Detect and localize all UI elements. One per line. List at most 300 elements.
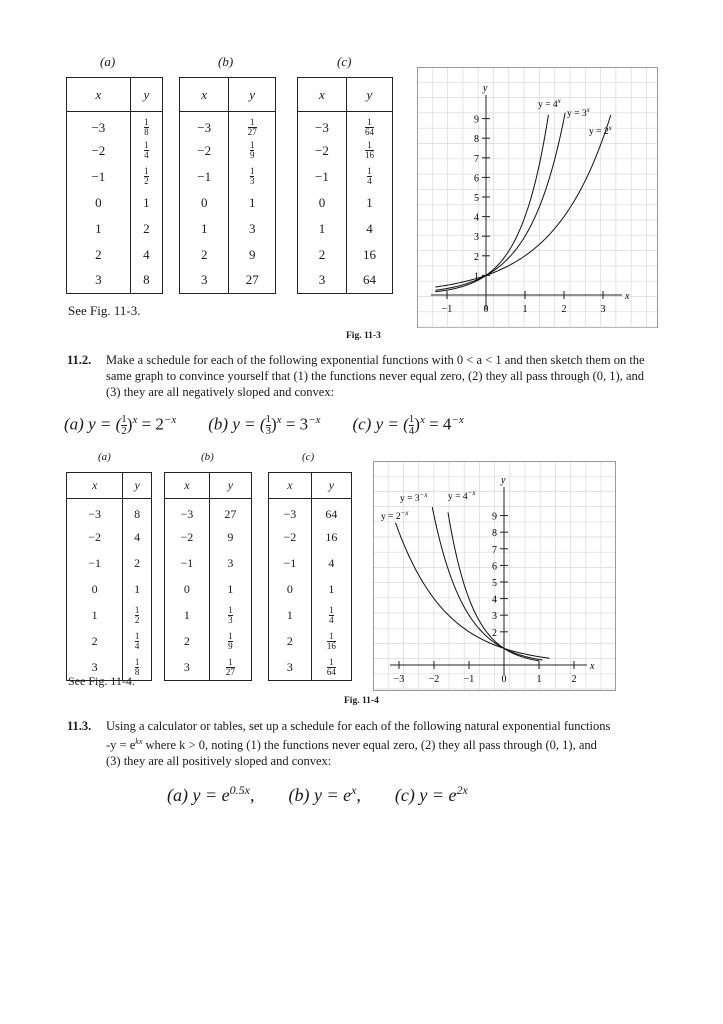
fraction — [226, 658, 235, 677]
y-tick-label: 2 — [492, 627, 497, 639]
see-figure-note: See Fig. 11-4. — [68, 674, 135, 688]
table-row — [165, 499, 252, 525]
table-row — [180, 164, 276, 190]
x-tick-label: −1 — [463, 674, 475, 685]
cell-x: 0 — [165, 577, 210, 603]
cell-y — [229, 164, 276, 190]
paren-close: ) — [414, 414, 420, 434]
equation-3 — [395, 785, 468, 805]
exponent-neg-x: −x — [308, 414, 321, 426]
equation-1 — [167, 785, 254, 805]
numerator: 1 — [228, 656, 233, 667]
y-tick-label: 3 — [492, 611, 497, 623]
problem-text-line-2 — [106, 734, 667, 753]
schedule-table-c — [268, 472, 352, 681]
cell-x: −2 — [67, 525, 123, 551]
table-row — [67, 603, 152, 629]
cell-x: −1 — [67, 164, 131, 190]
table-row — [180, 112, 276, 138]
exponent-x: x — [276, 414, 282, 426]
figure-caption: Fig. 11-3 — [346, 331, 381, 341]
denominator: 9 — [249, 150, 255, 160]
equation-label: (c) — [352, 414, 372, 434]
exponent-neg-x: −x — [451, 414, 464, 426]
table-label-c: (c) — [337, 54, 352, 69]
cell-x: −3 — [67, 112, 131, 138]
problem-text-2b: where k > 0, noting (1) the functions never equal zero, (2) they all pass through (0, 1), and — [142, 738, 597, 753]
cell-x: −1 — [67, 551, 123, 577]
cell-y: 3 — [227, 556, 234, 570]
exponent: x — [351, 783, 357, 797]
fraction — [228, 632, 233, 651]
y-tick-label: 9 — [492, 511, 497, 523]
cell-x: −2 — [180, 138, 229, 164]
problem-number: 11.2. — [67, 353, 92, 367]
equation-lhs: y = e — [313, 785, 352, 805]
exponent: 0.5x — [229, 783, 250, 797]
y-tick-label: 4 — [492, 594, 497, 606]
table-row — [180, 138, 276, 164]
column-header-x: x — [165, 473, 210, 499]
denominator: 8 — [144, 127, 149, 138]
fraction — [144, 167, 149, 186]
x-tick-label: 3 — [600, 304, 606, 315]
cell-x: 0 — [269, 577, 312, 603]
fraction — [365, 141, 374, 160]
table-row — [67, 112, 163, 138]
equation-rhs: = 2 — [137, 414, 164, 434]
schedule-table-b — [164, 472, 252, 681]
cell-y: 8 — [143, 272, 150, 288]
numerator: 1 — [121, 413, 127, 426]
table-label-a: (a) — [100, 54, 116, 69]
cell-y — [229, 112, 276, 138]
fraction — [135, 606, 140, 625]
equation-y: y = ( — [371, 414, 409, 434]
numerator: 1 — [228, 605, 233, 615]
table-row — [298, 164, 393, 190]
column-header-x: x — [180, 78, 229, 112]
column-header-y: y — [209, 473, 251, 499]
table-row — [269, 655, 352, 681]
cell-y: 16 — [362, 246, 376, 262]
column-header-y: y — [229, 78, 276, 112]
y-tick-label: 7 — [492, 544, 497, 556]
cell-y: 64 — [362, 272, 376, 288]
y-tick-label: 6 — [492, 561, 497, 573]
equation-lhs: y = e — [419, 785, 457, 805]
equation-2 — [208, 414, 320, 437]
table-row — [165, 551, 252, 577]
table-row — [165, 629, 252, 655]
table-row — [165, 655, 252, 681]
cell-y: 3 — [248, 220, 256, 236]
cell-x: 2 — [165, 629, 210, 655]
table-row — [298, 268, 393, 294]
numerator: 1 — [134, 631, 140, 641]
fraction — [135, 632, 140, 651]
table-row — [298, 190, 393, 216]
cell-y — [130, 164, 162, 190]
curve-label: $y = 4^{-x}$ — [448, 489, 476, 502]
numerator: 1 — [134, 605, 140, 615]
cell-y: 16 — [325, 530, 338, 544]
numerator: 1 — [329, 605, 334, 615]
numerator: 1 — [134, 656, 140, 667]
cell-y — [311, 603, 351, 629]
equation-label: (a) — [167, 785, 193, 805]
denominator: 4 — [329, 615, 334, 625]
fraction — [250, 167, 255, 186]
exponent-x: x — [419, 414, 425, 426]
cell-y — [311, 629, 351, 655]
y-tick-label: 1 — [474, 271, 479, 283]
equation-1 — [64, 414, 176, 437]
table-row — [67, 499, 152, 525]
denominator: 2 — [144, 176, 149, 186]
cell-y: 1 — [366, 194, 373, 210]
cell-y: 4 — [366, 220, 373, 236]
cell-y: 2 — [143, 220, 150, 236]
x-tick-label: 1 — [522, 304, 528, 315]
table-row — [67, 138, 163, 164]
cell-x: 2 — [269, 629, 312, 655]
cell-y: 1 — [328, 582, 335, 596]
cell-x: 0 — [298, 190, 347, 216]
cell-y — [346, 138, 392, 164]
y-tick-label: 3 — [474, 232, 479, 244]
numerator: 1 — [329, 631, 334, 641]
equation-label: (a) — [64, 414, 84, 434]
exponential-graph-fig-11-4 — [373, 461, 616, 691]
cell-x: −2 — [67, 138, 131, 164]
cell-x: 2 — [67, 242, 131, 268]
column-header-x: x — [67, 78, 131, 112]
table-header-row — [180, 78, 276, 112]
fraction — [144, 118, 149, 137]
denominator: 27 — [247, 127, 257, 138]
fraction — [135, 658, 140, 677]
denominator: 3 — [265, 425, 271, 438]
numerator: 1 — [329, 656, 334, 667]
cell-y — [130, 138, 162, 164]
table-row — [180, 242, 276, 268]
curve-label-exponent: x — [586, 106, 590, 114]
denominator: 16 — [364, 150, 374, 160]
cell-y — [123, 603, 152, 629]
table-row — [180, 268, 276, 294]
equation-3 — [352, 414, 463, 437]
cell-y: 1 — [134, 582, 141, 596]
equation-label: (b) — [208, 414, 229, 434]
y-tick-label: 8 — [474, 134, 479, 146]
comma: , — [356, 785, 361, 805]
x-axis-label: x — [625, 291, 630, 302]
cell-x: 0 — [67, 190, 131, 216]
cell-y: 1 — [248, 194, 256, 210]
fraction — [250, 141, 255, 160]
numerator: 1 — [408, 413, 415, 426]
table-label-a: (a) — [98, 451, 111, 463]
table-row — [67, 577, 152, 603]
curve-label: $y = 2^x$ — [589, 124, 612, 137]
cell-x: 1 — [180, 216, 229, 242]
cell-x: 1 — [298, 216, 347, 242]
curve-label-exponent: −x — [400, 509, 409, 517]
cell-x: 3 — [298, 268, 347, 294]
table-row — [269, 499, 352, 525]
denominator: 2 — [134, 615, 140, 625]
y-tick-label: 6 — [474, 173, 479, 185]
y-tick-label: 4 — [474, 212, 479, 224]
cell-y — [123, 629, 152, 655]
paren-close: ) — [271, 414, 277, 434]
cell-x: 1 — [67, 216, 131, 242]
equation-label: (b) — [288, 785, 314, 805]
y-tick-label: 9 — [474, 114, 479, 126]
denominator: 4 — [144, 150, 149, 160]
equation-rhs: = 3 — [281, 414, 309, 434]
cell-x: −1 — [298, 164, 347, 190]
fraction — [327, 632, 336, 651]
cell-x: 3 — [165, 655, 210, 681]
problem-11-2 — [67, 352, 652, 400]
numerator: 1 — [249, 166, 255, 176]
x-tick-label: −2 — [428, 674, 440, 685]
schedule-table-c — [297, 77, 393, 294]
table-header-row — [67, 78, 163, 112]
denominator: 3 — [249, 176, 255, 186]
table-row — [165, 603, 252, 629]
table-row — [269, 577, 352, 603]
cell-y — [209, 629, 251, 655]
equation-y: y = ( — [83, 414, 122, 434]
numerator: 1 — [249, 117, 255, 128]
table-row — [67, 190, 163, 216]
table-row — [67, 551, 152, 577]
cell-y: 9 — [227, 530, 234, 544]
curve-label-exponent: x — [557, 97, 561, 105]
table-row — [269, 551, 352, 577]
table-row — [180, 190, 276, 216]
fraction — [248, 118, 257, 137]
table-row — [298, 242, 393, 268]
paren-close: ) — [126, 414, 133, 434]
denominator: 4 — [367, 176, 372, 186]
curve-label: $y = 3^{-x}$ — [400, 491, 428, 504]
table-row — [165, 525, 252, 551]
cell-x: 1 — [165, 603, 210, 629]
cell-y: 64 — [325, 507, 338, 522]
equation-rhs: = 4 — [424, 414, 452, 434]
denominator: 27 — [225, 666, 235, 677]
column-header-y: y — [130, 78, 162, 112]
column-header-x: x — [298, 78, 347, 112]
equation-label: (c) — [394, 785, 420, 805]
numerator: 1 — [249, 140, 255, 150]
cell-y — [209, 655, 251, 681]
cell-y: 4 — [143, 246, 150, 262]
comma: , — [249, 785, 255, 805]
table-row — [67, 216, 163, 242]
table-header-row — [269, 473, 352, 499]
curve-label: $y = 3^x$ — [567, 106, 590, 119]
cell-x: −3 — [298, 112, 347, 138]
cell-y: 27 — [224, 507, 237, 522]
cell-y: 4 — [134, 530, 141, 544]
column-header-y: y — [311, 473, 351, 499]
cell-x: 3 — [67, 268, 131, 294]
equation-2 — [288, 785, 360, 805]
table-row — [298, 112, 393, 138]
cell-x: 2 — [180, 242, 229, 268]
cell-x: −3 — [165, 499, 210, 525]
cell-x: −3 — [180, 112, 229, 138]
table-row — [269, 629, 352, 655]
cell-x: 0 — [180, 190, 229, 216]
table-row — [269, 525, 352, 551]
exponent-x: x — [132, 414, 138, 426]
problem-text-2a: -y = e — [106, 738, 136, 753]
numerator: 1 — [144, 117, 149, 128]
denominator: 2 — [121, 425, 127, 438]
see-figure-note: See Fig. 11-3. — [68, 303, 141, 318]
table-row — [298, 216, 393, 242]
table-row — [269, 603, 352, 629]
problem-number: 11.3. — [67, 719, 92, 733]
fraction — [365, 118, 374, 137]
problem-text-line-1: Using a calculator or tables, set up a schedule for each of the following natural exponential functions — [106, 719, 611, 733]
denominator: 4 — [134, 641, 140, 651]
denominator: 16 — [326, 641, 336, 651]
y-tick-label: 7 — [474, 153, 479, 165]
cell-x: 1 — [269, 603, 312, 629]
denominator: 4 — [408, 425, 415, 438]
cell-x: −1 — [269, 551, 312, 577]
cell-x: 3 — [180, 268, 229, 294]
column-header-y: y — [123, 473, 152, 499]
schedule-table-a — [66, 472, 152, 681]
denominator: 3 — [228, 615, 233, 625]
table-header-row — [298, 78, 393, 112]
exponential-graph-fig-11-3 — [417, 67, 658, 328]
cell-x: −2 — [298, 138, 347, 164]
numerator: 1 — [144, 140, 149, 150]
denominator: 64 — [364, 127, 374, 138]
x-tick-label: 0 — [483, 304, 489, 315]
exponent-neg-x: −x — [163, 414, 177, 426]
denominator: 8 — [134, 666, 140, 677]
y-axis-label: y — [501, 475, 506, 486]
cell-y — [346, 164, 392, 190]
cell-x: −3 — [269, 499, 312, 525]
x-tick-label: 2 — [571, 674, 577, 685]
cell-y: 2 — [134, 556, 141, 570]
fraction — [329, 606, 334, 625]
y-tick-label: 2 — [474, 251, 479, 263]
equation-row — [167, 783, 468, 806]
cell-y: 27 — [245, 272, 259, 288]
numerator: 1 — [367, 117, 372, 128]
y-axis-label: y — [483, 83, 488, 94]
table-row — [67, 242, 163, 268]
table-row — [165, 577, 252, 603]
cell-y — [229, 138, 276, 164]
table-header-row — [67, 473, 152, 499]
denominator: 64 — [326, 666, 336, 677]
x-tick-label: 1 — [536, 674, 542, 685]
numerator: 1 — [367, 140, 372, 150]
numerator: 1 — [367, 166, 372, 176]
problem-text-line-3: (3) they are all positively sloped and convex: — [106, 754, 332, 769]
problem-11-3 — [67, 718, 667, 769]
y-tick-label: 5 — [492, 578, 497, 589]
x-axis-label: x — [590, 661, 595, 672]
cell-x: −2 — [165, 525, 210, 551]
equation-row — [64, 414, 464, 437]
problem-text-2sup: kx — [135, 737, 143, 746]
equation-lhs: y = e — [192, 785, 230, 805]
figure-caption: Fig. 11-4 — [344, 696, 379, 706]
cell-x: 3 — [67, 655, 123, 681]
y-tick-label: 5 — [474, 193, 479, 204]
cell-y: 4 — [328, 556, 335, 570]
cell-x: 3 — [269, 655, 312, 681]
cell-x: −2 — [269, 525, 312, 551]
cell-x: −3 — [67, 499, 123, 525]
curve-label: $y = 4^x$ — [538, 97, 561, 110]
table-label-c: (c) — [302, 451, 315, 463]
schedule-table-a — [66, 77, 163, 294]
x-tick-label: −3 — [393, 674, 405, 685]
cell-y — [209, 603, 251, 629]
x-tick-label: 2 — [561, 304, 567, 315]
numerator: 1 — [228, 631, 233, 641]
cell-x: 1 — [67, 603, 123, 629]
denominator: 9 — [228, 641, 233, 651]
cell-x: 2 — [67, 629, 123, 655]
equation-y: y = ( — [228, 414, 266, 434]
table-row — [67, 164, 163, 190]
x-tick-label: −1 — [441, 304, 453, 315]
fraction — [367, 167, 372, 186]
table-label-b: (b) — [218, 54, 234, 69]
cell-x: −1 — [165, 551, 210, 577]
problem-text: Make a schedule for each of the following exponential functions with 0 < a < 1 and then sketch them on the same graph to convince yourself that (1) the functions never equal zero, (2) they all pass through (0, 1), and (3) they are all negatively sloped and convex: — [106, 353, 645, 399]
cell-y: 9 — [248, 246, 256, 262]
x-tick-label: 0 — [501, 674, 507, 685]
table-header-row — [165, 473, 252, 499]
column-header-y: y — [346, 78, 392, 112]
column-header-x: x — [67, 473, 123, 499]
schedule-table-b — [179, 77, 276, 294]
cell-x: 2 — [298, 242, 347, 268]
fraction — [144, 141, 149, 160]
cell-y — [346, 112, 392, 138]
fraction — [228, 606, 233, 625]
curve-label-exponent: −x — [419, 491, 428, 499]
table-row — [67, 268, 163, 294]
numerator: 1 — [265, 413, 271, 426]
curve-label-exponent: x — [608, 124, 612, 132]
table-row — [298, 138, 393, 164]
cell-x: −1 — [180, 164, 229, 190]
table-label-b: (b) — [201, 451, 214, 463]
numerator: 1 — [144, 166, 149, 176]
curve-label-exponent: −x — [467, 489, 476, 497]
table-row — [67, 629, 152, 655]
cell-y: 1 — [143, 194, 150, 210]
